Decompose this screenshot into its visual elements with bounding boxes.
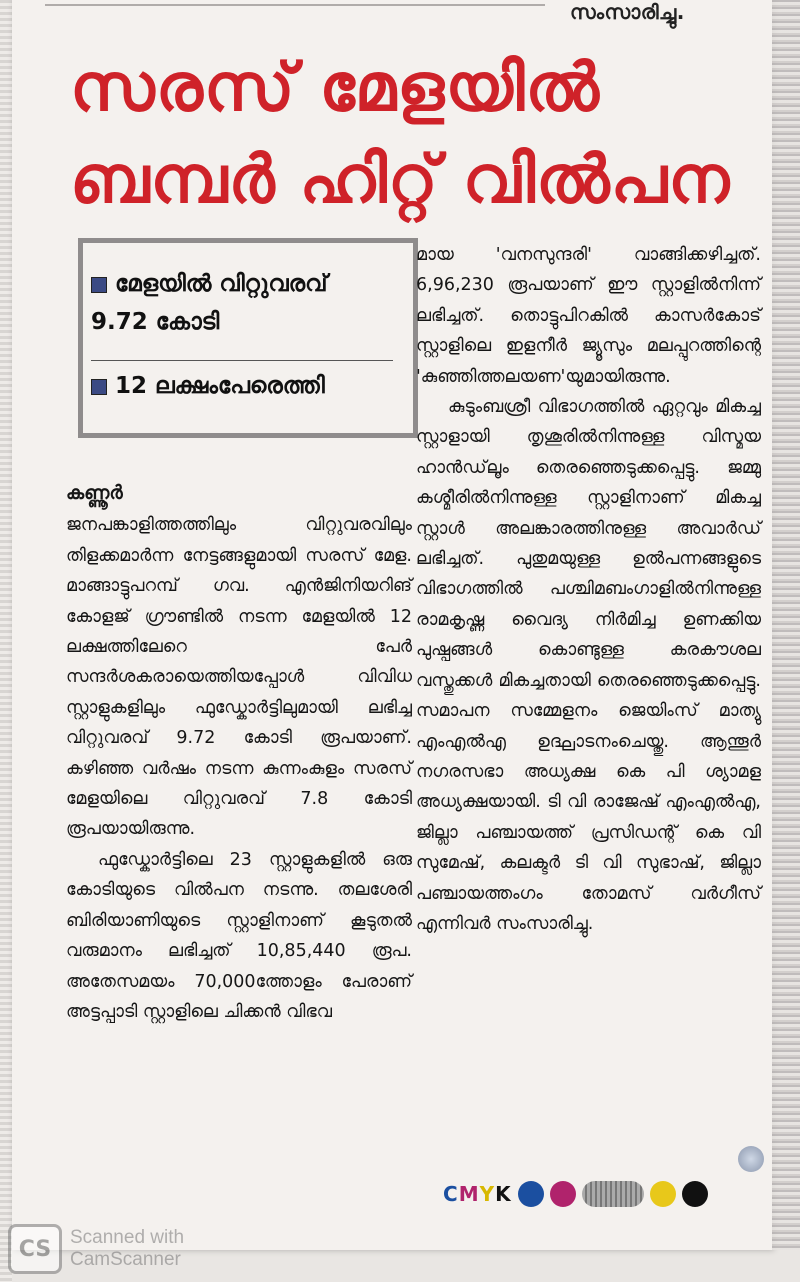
highlight-item: [91, 265, 391, 341]
article-paragraph: ഫുഡ്കോർട്ടിലെ 23 സ്റ്റാളുകളിൽ ഒരു കോടിയുടെ വിൽപന നടന്നു. തലശേരി ബിരിയാണിയുടെ സ്റ്റാളിനാണ് കൂടുതൽ വരുമാനം ലഭിച്ചത് 10,85,440 രൂപ. അതേസമയം 70,000ത്തോളം പേരാണ് അട്ടപ്പാടി സ്റ്റാളിലെ ചിക്കൻ വിഭവ: [66, 849, 412, 1022]
camscanner-watermark: [8, 1224, 184, 1274]
scanner-text-line: Scanned with: [70, 1227, 185, 1248]
yellow-dot-icon: [650, 1181, 676, 1207]
magenta-dot-icon: [550, 1181, 576, 1207]
highlight-item: [91, 367, 325, 405]
article-paragraph: മായ 'വനസുന്ദരി' വാങ്ങിക്കഴിച്ചത്. 6,96,230 രൂപയാണ് ഈ സ്റ്റാളിൽനിന്ന് ലഭിച്ചത്. തൊട്ടുപിറകിൽ കാസർകോട് സ്റ്റാളിലെ ഇളനീർ ജ്യൂസും മലപ്പുറത്തിന്റെ 'കുഞ്ഞിത്തലയണ'യുമായിരുന്നു.: [416, 245, 761, 387]
headline-line-2: ബമ്പർ ഹിറ്റ് വിൽപന: [70, 141, 731, 218]
square-bullet-icon: [91, 379, 107, 395]
article-column-left: [66, 478, 412, 1027]
article-column-right: [416, 240, 761, 939]
article-paragraph: ജനപങ്കാളിത്തത്തിലും വിറ്റുവരവിലും തിളക്കമാർന്ന നേട്ടങ്ങളുമായി സരസ് മേള. മാങ്ങാട്ടുപറമ്പ് ഗവ. എൻജിനിയറിങ് കോളജ് ഗ്രൗണ്ടിൽ നടന്ന മേളയിൽ 12 ലക്ഷത്തിലേറെ പേർ സന്ദർശകരായെത്തിയപ്പോൾ വിവിധ സ്റ്റാളുകളിലും ഫുഡ്കോർട്ടിലുമായി ലഭിച്ച വിറ്റുവരവ് 9.72 കോടി രൂപയാണ്. കഴിഞ്ഞ വർഷം നടന്ന കുന്നംകുളം സരസ് മേളയിലെ വിറ്റുവരവ് 7.8 കോടി രൂപയായിരുന്നു.: [66, 515, 412, 840]
cmyk-label: CMYK: [443, 1182, 512, 1206]
cmyk-registration-strip: [443, 1178, 708, 1210]
headline-line-1: സരസ് മേളയിൽ: [70, 49, 600, 126]
paper-edge-left: [0, 0, 12, 1282]
highlight-text: 12 ലക്ഷംപേരെത്തി: [115, 373, 325, 399]
highlight-text: 9.72 കോടി: [91, 309, 220, 335]
square-bullet-icon: [91, 277, 107, 293]
color-sticker-icon: [738, 1146, 764, 1172]
top-divider: [45, 4, 545, 6]
highlight-text: മേളയിൽ വിറ്റുവരവ്: [115, 271, 328, 297]
highlight-divider: [91, 360, 393, 361]
paper-edge-right: [772, 0, 800, 1250]
gray-swatch-icon: [582, 1181, 644, 1207]
highlights-box: [78, 238, 418, 438]
cyan-dot-icon: [518, 1181, 544, 1207]
scanner-text-line: CamScanner: [70, 1249, 181, 1270]
article-paragraph: കുടുംബശ്രീ വിഭാഗത്തിൽ ഏറ്റവും മികച്ച സ്റ്റാളായി തൃശൂരിൽനിന്നുള്ള വിസ്മയ ഹാൻഡ്‌ലൂം തെരഞ്ഞെടുക്കപ്പെട്ടു. ജമ്മു കശ്മീരിൽനിന്നുള്ള സ്റ്റാളിനാണ് മികച്ച സ്റ്റാൾ അലങ്കാരത്തിനുള്ള അവാർഡ് ലഭിച്ചത്. പുതുമയുള്ള ഉൽപന്നങ്ങളുടെ വിഭാഗത്തിൽ പശ്ചിമബംഗാളിൽനിന്നുള്ള രാമകൃഷ്ണ വൈദ്യ നിർമിച്ച ഉണക്കിയ പുഷ്പങ്ങൾ കൊണ്ടുള്ള കരകൗശല വസ്തുക്കൾ മികച്ചതായി തെരഞ്ഞെടുക്കപ്പെട്ടു. സമാപന സമ്മേളനം ജെയിംസ് മാത്യു എംഎൽഎ ഉദ്ഘാടനംചെയ്തു. ആന്തൂർ നഗരസഭാ അധ്യക്ഷ കെ പി ശ്യാമള അധ്യക്ഷയായി. ടി വി രാജേഷ് എംഎൽഎ, ജില്ലാ പഞ്ചായത്ത് പ്രസിഡന്റ് കെ വി സുമേഷ്, കലക്ടർ ടി വി സുഭാഷ്, ജില്ലാ പഞ്ചായത്തംഗം തോമസ് വർഗീസ് എന്നിവർ സംസാരിച്ചു.: [416, 397, 761, 934]
previous-article-fragment: സംസാരിച്ചു.: [570, 0, 685, 24]
camscanner-logo-icon: CS: [8, 1224, 62, 1274]
dateline: കണ്ണൂർ: [66, 482, 123, 504]
headline: [70, 42, 760, 226]
black-dot-icon: [682, 1181, 708, 1207]
